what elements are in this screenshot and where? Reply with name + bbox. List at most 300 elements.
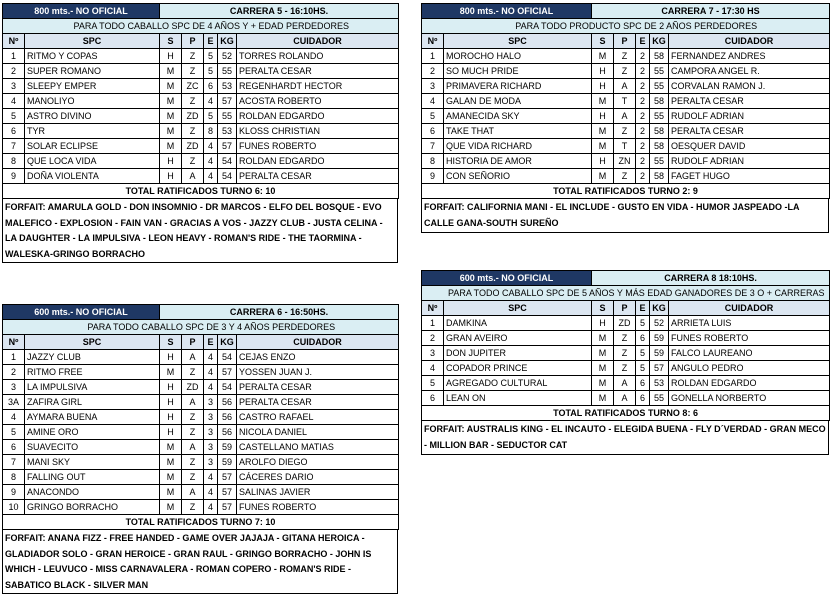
cell-e: 2 xyxy=(636,139,650,154)
cell-n: 3 xyxy=(422,346,444,361)
cell-p: A xyxy=(614,376,636,391)
cell-spc: PRIMAVERA RICHARD xyxy=(444,79,592,94)
cell-spc: MANI SKY xyxy=(25,455,160,470)
cell-e: 2 xyxy=(636,94,650,109)
table-row xyxy=(422,391,830,406)
table-row xyxy=(422,79,830,94)
cell-n: 8 xyxy=(3,470,25,485)
cell-s: M xyxy=(592,361,614,376)
cell-cuidador: FUNES ROBERTO xyxy=(669,331,830,346)
cell-kg: 52 xyxy=(218,49,237,64)
cell-kg: 54 xyxy=(218,169,237,184)
table-row xyxy=(3,49,399,64)
cell-n: 3 xyxy=(422,79,444,94)
cell-kg: 58 xyxy=(650,139,669,154)
cell-s: M xyxy=(592,169,614,184)
column-header-p: P xyxy=(614,301,636,316)
cell-spc: SOLAR ECLIPSE xyxy=(25,139,160,154)
cell-kg: 53 xyxy=(218,124,237,139)
column-header-p: P xyxy=(614,34,636,49)
table-row xyxy=(422,346,830,361)
cell-cuidador: PERALTA CESAR xyxy=(237,64,399,79)
cell-cuidador: ANGULO PEDRO xyxy=(669,361,830,376)
cell-n: 1 xyxy=(422,316,444,331)
cell-e: 3 xyxy=(204,395,218,410)
cell-s: H xyxy=(160,49,182,64)
cell-cuidador: ROLDAN EDGARDO xyxy=(237,109,399,124)
cell-spc: ASTRO DIVINO xyxy=(25,109,160,124)
column-header-cuidador: CUIDADOR xyxy=(237,34,399,49)
race-total: TOTAL RATIFICADOS TURNO 2: 9 xyxy=(422,184,830,199)
cell-spc: QUE LOCA VIDA xyxy=(25,154,160,169)
table-row xyxy=(3,350,399,365)
column-header-spc: SPC xyxy=(444,301,592,316)
cell-spc: AMINE ORO xyxy=(25,425,160,440)
table-row xyxy=(3,455,399,470)
cell-spc: GRAN AVEIRO xyxy=(444,331,592,346)
cell-s: M xyxy=(592,376,614,391)
cell-s: M xyxy=(160,500,182,515)
cell-spc: MANOLIYO xyxy=(25,94,160,109)
cell-s: H xyxy=(592,316,614,331)
cell-cuidador: PERALTA CESAR xyxy=(237,169,399,184)
cell-kg: 54 xyxy=(218,380,237,395)
race-total: TOTAL RATIFICADOS TURNO 6: 10 xyxy=(3,184,399,199)
race-condition: PARA TODO PRODUCTO SPC DE 2 AÑOS PERDEDORES xyxy=(444,19,830,34)
race-6-card xyxy=(2,304,398,594)
cell-p: Z xyxy=(614,346,636,361)
table-row xyxy=(422,376,830,391)
cell-n: 1 xyxy=(3,350,25,365)
cell-n: 5 xyxy=(3,109,25,124)
cell-s: M xyxy=(160,64,182,79)
cell-cuidador: FALCO LAUREANO xyxy=(669,346,830,361)
table-row xyxy=(3,365,399,380)
cell-e: 2 xyxy=(636,124,650,139)
cell-kg: 54 xyxy=(218,154,237,169)
column-header-n: Nº xyxy=(422,34,444,49)
cell-spc: AYMARA BUENA xyxy=(25,410,160,425)
table-row xyxy=(3,79,399,94)
race-5-card xyxy=(2,3,398,263)
column-header-p: P xyxy=(182,335,204,350)
cell-kg: 57 xyxy=(218,485,237,500)
column-header-s: S xyxy=(160,34,182,49)
cell-e: 4 xyxy=(204,154,218,169)
column-header-kg: KG xyxy=(650,34,669,49)
cell-p: Z xyxy=(182,455,204,470)
race-distance: 600 mts.- NO OFICIAL xyxy=(422,271,592,286)
cell-spc: COPADOR PRINCE xyxy=(444,361,592,376)
cell-e: 4 xyxy=(204,350,218,365)
cell-cuidador: PERALTA CESAR xyxy=(669,94,830,109)
cell-s: H xyxy=(592,109,614,124)
cell-p: T xyxy=(614,94,636,109)
cell-p: A xyxy=(614,109,636,124)
column-header-s: S xyxy=(592,301,614,316)
race-title: CARRERA 6 - 16:50HS. xyxy=(160,305,399,320)
cell-cuidador: RUDOLF ADRIAN xyxy=(669,154,830,169)
race-8-card xyxy=(421,270,829,455)
cell-kg: 54 xyxy=(218,350,237,365)
cell-p: Z xyxy=(614,64,636,79)
cell-kg: 58 xyxy=(650,124,669,139)
cell-s: H xyxy=(160,350,182,365)
table-row xyxy=(3,395,399,410)
column-header-e: E xyxy=(204,335,218,350)
cell-cuidador: CASTRO RAFAEL xyxy=(237,410,399,425)
cell-s: M xyxy=(160,139,182,154)
race-title: CARRERA 8 18:10HS. xyxy=(592,271,830,286)
race-condition: PARA TODO CABALLO SPC DE 4 AÑOS Y + EDAD PERDEDORES xyxy=(25,19,399,34)
column-header-n: Nº xyxy=(3,34,25,49)
cell-kg: 59 xyxy=(650,346,669,361)
cell-spc: RITMO Y COPAS xyxy=(25,49,160,64)
cell-e: 4 xyxy=(204,380,218,395)
race-6-table xyxy=(2,304,399,530)
cell-cuidador: PERALTA CESAR xyxy=(669,124,830,139)
column-header-e: E xyxy=(204,34,218,49)
cell-cuidador: CEJAS ENZO xyxy=(237,350,399,365)
cell-s: M xyxy=(592,49,614,64)
cell-p: A xyxy=(182,350,204,365)
cell-p: Z xyxy=(182,94,204,109)
cell-cuidador: CORVALAN RAMON J. xyxy=(669,79,830,94)
cell-s: M xyxy=(160,485,182,500)
column-header-kg: KG xyxy=(218,34,237,49)
cell-cuidador: ROLDAN EDGARDO xyxy=(669,376,830,391)
cell-e: 5 xyxy=(636,316,650,331)
table-row xyxy=(422,109,830,124)
cell-kg: 57 xyxy=(218,470,237,485)
cell-kg: 56 xyxy=(218,395,237,410)
cell-spc: LEAN ON xyxy=(444,391,592,406)
column-header-kg: KG xyxy=(650,301,669,316)
cell-n: 1 xyxy=(3,49,25,64)
race-condition: PARA TODO CABALLO SPC DE 5 AÑOS Y MÁS EDAD GANADORES DE 3 O + CARRERAS xyxy=(444,286,830,301)
cell-n: 3 xyxy=(3,79,25,94)
column-header-cuidador: CUIDADOR xyxy=(237,335,399,350)
cell-cuidador: GONELLA NORBERTO xyxy=(669,391,830,406)
table-row xyxy=(3,380,399,395)
cell-kg: 53 xyxy=(650,376,669,391)
column-header-kg: KG xyxy=(218,335,237,350)
race-total: TOTAL RATIFICADOS TURNO 8: 6 xyxy=(422,406,830,421)
cell-cuidador: ROLDAN EDGARDO xyxy=(237,154,399,169)
cell-kg: 55 xyxy=(650,391,669,406)
cell-p: Z xyxy=(182,154,204,169)
cell-p: T xyxy=(614,139,636,154)
cell-n: 2 xyxy=(422,331,444,346)
cell-n: 6 xyxy=(3,124,25,139)
cell-e: 4 xyxy=(204,365,218,380)
cell-spc: DON JUPITER xyxy=(444,346,592,361)
cell-spc: HISTORIA DE AMOR xyxy=(444,154,592,169)
cell-kg: 57 xyxy=(218,94,237,109)
table-row xyxy=(3,154,399,169)
cell-kg: 59 xyxy=(650,331,669,346)
cell-cuidador: FUNES ROBERTO xyxy=(237,139,399,154)
cell-n: 2 xyxy=(3,64,25,79)
cell-e: 4 xyxy=(204,139,218,154)
cell-e: 4 xyxy=(204,94,218,109)
cell-p: A xyxy=(614,391,636,406)
cell-n: 5 xyxy=(422,109,444,124)
table-row xyxy=(422,139,830,154)
table-row xyxy=(3,124,399,139)
race-7-card xyxy=(421,3,829,233)
cell-cuidador: TORRES ROLANDO xyxy=(237,49,399,64)
cell-cuidador: ACOSTA ROBERTO xyxy=(237,94,399,109)
cell-p: Z xyxy=(182,49,204,64)
cell-s: M xyxy=(592,139,614,154)
cell-p: A xyxy=(182,395,204,410)
cell-s: M xyxy=(592,346,614,361)
cell-spc: MOROCHO HALO xyxy=(444,49,592,64)
cell-spc: ANACONDO xyxy=(25,485,160,500)
cell-spc: GRINGO BORRACHO xyxy=(25,500,160,515)
cell-p: Z xyxy=(182,124,204,139)
cell-p: Z xyxy=(182,64,204,79)
column-header-spc: SPC xyxy=(444,34,592,49)
cell-kg: 53 xyxy=(218,79,237,94)
table-row xyxy=(422,124,830,139)
cell-kg: 57 xyxy=(650,361,669,376)
cell-p: A xyxy=(182,169,204,184)
cell-spc: SLEEPY EMPER xyxy=(25,79,160,94)
cell-p: Z xyxy=(182,500,204,515)
cell-e: 2 xyxy=(636,64,650,79)
race-8-table xyxy=(421,270,830,421)
cell-p: A xyxy=(182,485,204,500)
cell-spc: TAKE THAT xyxy=(444,124,592,139)
cell-e: 2 xyxy=(636,49,650,64)
cell-s: H xyxy=(160,410,182,425)
cell-s: M xyxy=(160,109,182,124)
cell-kg: 58 xyxy=(650,49,669,64)
cell-p: Z xyxy=(182,365,204,380)
cell-n: 4 xyxy=(422,361,444,376)
cell-s: M xyxy=(160,124,182,139)
race-5-table xyxy=(2,3,399,199)
cell-spc: QUE VIDA RICHARD xyxy=(444,139,592,154)
cell-spc: AGREGADO CULTURAL xyxy=(444,376,592,391)
cell-e: 2 xyxy=(636,154,650,169)
cell-n: 8 xyxy=(3,154,25,169)
cell-kg: 59 xyxy=(218,440,237,455)
race-condition: PARA TODO CABALLO SPC DE 3 Y 4 AÑOS PERDEDORES xyxy=(25,320,399,335)
condition-spacer xyxy=(3,320,25,335)
cell-p: Z xyxy=(614,331,636,346)
cell-e: 6 xyxy=(636,376,650,391)
cell-spc: AMANECIDA SKY xyxy=(444,109,592,124)
cell-cuidador: OESQUER DAVID xyxy=(669,139,830,154)
race-6-forfait: FORFAIT: ANANA FIZZ - FREE HANDED - GAME OVER JAJAJA - GITANA HEROICA - GLADIADOR SOLO - GRAN HEROICE - GRAN RAUL - GRINGO BORRACHO - JOHN IS WHICH - LEUVUCO - MISS CARNAVALERA - ROMAN COPERO - ROMAN'S RIDE - SABATICO BLACK - SILVER MAN xyxy=(2,530,398,594)
cell-p: Z xyxy=(614,169,636,184)
column-header-spc: SPC xyxy=(25,335,160,350)
table-row xyxy=(3,500,399,515)
cell-p: A xyxy=(614,79,636,94)
cell-cuidador: ARRIETA LUIS xyxy=(669,316,830,331)
cell-n: 4 xyxy=(3,94,25,109)
table-row xyxy=(422,64,830,79)
cell-n: 6 xyxy=(422,124,444,139)
cell-cuidador: FAGET HUGO xyxy=(669,169,830,184)
cell-n: 6 xyxy=(422,391,444,406)
cell-n: 6 xyxy=(3,440,25,455)
cell-e: 4 xyxy=(204,485,218,500)
cell-kg: 55 xyxy=(218,64,237,79)
cell-e: 6 xyxy=(636,391,650,406)
cell-n: 5 xyxy=(422,376,444,391)
cell-cuidador: FERNANDEZ ANDRES xyxy=(669,49,830,64)
cell-p: ZN xyxy=(614,154,636,169)
cell-p: ZC xyxy=(182,79,204,94)
condition-spacer xyxy=(422,19,444,34)
cell-cuidador: YOSSEN JUAN J. xyxy=(237,365,399,380)
cell-kg: 59 xyxy=(218,455,237,470)
column-header-s: S xyxy=(160,335,182,350)
cell-e: 6 xyxy=(204,79,218,94)
cell-cuidador: CAMPORA ANGEL R. xyxy=(669,64,830,79)
cell-s: H xyxy=(160,380,182,395)
cell-p: ZD xyxy=(182,380,204,395)
cell-e: 4 xyxy=(204,500,218,515)
race-distance: 600 mts.- NO OFICIAL xyxy=(3,305,160,320)
cell-cuidador: FUNES ROBERTO xyxy=(237,500,399,515)
column-header-n: Nº xyxy=(422,301,444,316)
cell-spc: FALLING OUT xyxy=(25,470,160,485)
cell-s: H xyxy=(160,395,182,410)
cell-n: 7 xyxy=(3,455,25,470)
cell-s: H xyxy=(592,79,614,94)
cell-spc: DAMKINA xyxy=(444,316,592,331)
cell-p: ZD xyxy=(614,316,636,331)
cell-kg: 52 xyxy=(650,316,669,331)
table-row xyxy=(422,94,830,109)
cell-e: 2 xyxy=(636,169,650,184)
race-7-forfait: FORFAIT: CALIFORNIA MANI - EL INCLUDE - GUSTO EN VIDA - HUMOR JASPEADO -LA CALLE GANA-SOUTH SUREÑO xyxy=(421,199,829,233)
table-row xyxy=(422,169,830,184)
table-row xyxy=(3,64,399,79)
cell-s: M xyxy=(160,455,182,470)
cell-spc: DOÑA VIOLENTA xyxy=(25,169,160,184)
cell-n: 3 xyxy=(3,380,25,395)
column-header-e: E xyxy=(636,301,650,316)
cell-e: 4 xyxy=(204,169,218,184)
cell-n: 2 xyxy=(422,64,444,79)
cell-s: H xyxy=(592,64,614,79)
table-row xyxy=(422,331,830,346)
cell-e: 6 xyxy=(636,331,650,346)
cell-e: 2 xyxy=(636,79,650,94)
cell-p: Z xyxy=(614,49,636,64)
cell-e: 5 xyxy=(636,361,650,376)
race-distance: 800 mts.- NO OFICIAL xyxy=(3,4,160,19)
column-header-n: Nº xyxy=(3,335,25,350)
cell-p: ZD xyxy=(182,109,204,124)
cell-kg: 57 xyxy=(218,365,237,380)
cell-e: 2 xyxy=(636,109,650,124)
cell-e: 5 xyxy=(636,346,650,361)
race-title: CARRERA 5 - 16:10HS. xyxy=(160,4,399,19)
cell-spc: LA IMPULSIVA xyxy=(25,380,160,395)
cell-spc: CON SEÑORIO xyxy=(444,169,592,184)
cell-p: Z xyxy=(182,470,204,485)
cell-s: M xyxy=(592,391,614,406)
cell-spc: RITMO FREE xyxy=(25,365,160,380)
cell-cuidador: CASTELLANO MATIAS xyxy=(237,440,399,455)
cell-s: H xyxy=(592,154,614,169)
cell-n: 7 xyxy=(422,139,444,154)
cell-p: Z xyxy=(614,361,636,376)
cell-n: 9 xyxy=(422,169,444,184)
table-row xyxy=(422,316,830,331)
cell-s: H xyxy=(160,169,182,184)
table-row xyxy=(3,139,399,154)
cell-n: 1 xyxy=(422,49,444,64)
cell-spc: ZAFIRA GIRL xyxy=(25,395,160,410)
cell-s: M xyxy=(592,124,614,139)
cell-spc: TYR xyxy=(25,124,160,139)
cell-kg: 57 xyxy=(218,500,237,515)
column-header-cuidador: CUIDADOR xyxy=(669,301,830,316)
cell-cuidador: KLOSS CHRISTIAN xyxy=(237,124,399,139)
cell-n: 9 xyxy=(3,485,25,500)
cell-e: 5 xyxy=(204,49,218,64)
cell-p: Z xyxy=(182,410,204,425)
table-row xyxy=(3,410,399,425)
cell-kg: 56 xyxy=(218,410,237,425)
cell-kg: 56 xyxy=(218,425,237,440)
cell-kg: 55 xyxy=(650,64,669,79)
race-5-forfait: FORFAIT: AMARULA GOLD - DON INSOMNIO - DR MARCOS - ELFO DEL BOSQUE - EVO MALEFICO - EXPLOSION - FAIN VAN - GRACIAS A VOS - JAZZY CLUB - JUSTA CELINA - LA DAUGHTER - LA IMPULSIVA - LEON HEAVY - ROMAN'S RIDE - THE TAORMINA - WALESKA-GRINGO BORRACHO xyxy=(2,199,398,263)
column-header-spc: SPC xyxy=(25,34,160,49)
cell-e: 3 xyxy=(204,425,218,440)
cell-n: 10 xyxy=(3,500,25,515)
cell-s: M xyxy=(160,470,182,485)
cell-e: 8 xyxy=(204,124,218,139)
table-row xyxy=(3,440,399,455)
column-header-e: E xyxy=(636,34,650,49)
cell-cuidador: REGENHARDT HECTOR xyxy=(237,79,399,94)
cell-cuidador: PERALTA CESAR xyxy=(237,380,399,395)
cell-cuidador: PERALTA CESAR xyxy=(237,395,399,410)
condition-spacer xyxy=(3,19,25,34)
cell-n: 5 xyxy=(3,425,25,440)
cell-e: 5 xyxy=(204,109,218,124)
cell-p: A xyxy=(182,440,204,455)
cell-e: 3 xyxy=(204,455,218,470)
cell-spc: JAZZY CLUB xyxy=(25,350,160,365)
cell-kg: 58 xyxy=(650,169,669,184)
cell-cuidador: SALINAS JAVIER xyxy=(237,485,399,500)
cell-e: 3 xyxy=(204,410,218,425)
column-header-s: S xyxy=(592,34,614,49)
table-row xyxy=(422,154,830,169)
race-8-forfait: FORFAIT: AUSTRALIS KING - EL INCAUTO - ELEGIDA BUENA - FLY D´VERDAD - GRAN MECO - MILLION BAR - SEDUCTOR CAT xyxy=(421,421,829,455)
cell-s: M xyxy=(160,440,182,455)
cell-cuidador: RUDOLF ADRIAN xyxy=(669,109,830,124)
cell-e: 5 xyxy=(204,64,218,79)
cell-kg: 57 xyxy=(218,139,237,154)
table-row xyxy=(3,485,399,500)
cell-cuidador: AROLFO DIEGO xyxy=(237,455,399,470)
cell-e: 4 xyxy=(204,470,218,485)
cell-s: M xyxy=(592,94,614,109)
cell-n: 2 xyxy=(3,365,25,380)
cell-e: 3 xyxy=(204,440,218,455)
